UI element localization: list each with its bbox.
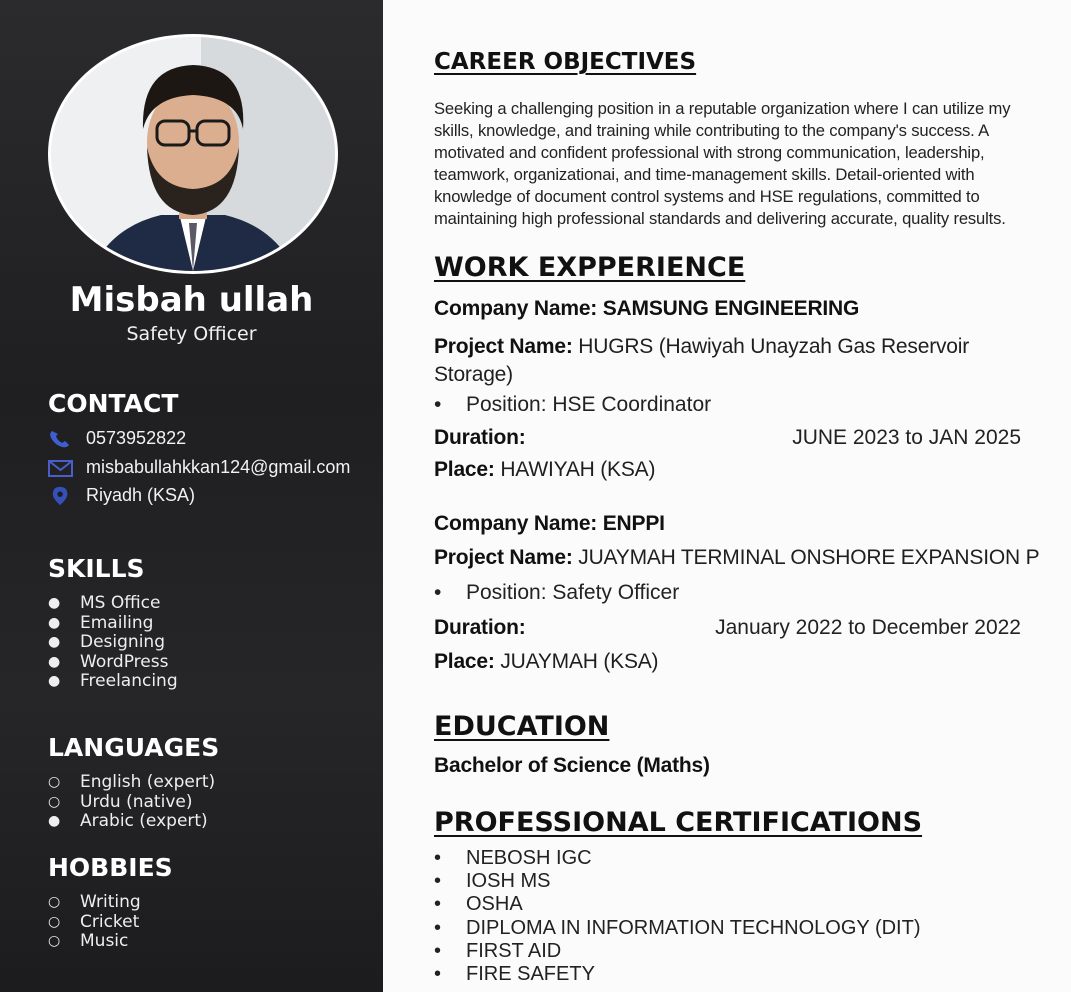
- hobbies-list: [48, 893, 141, 952]
- career-objectives-heading: CAREER OBJECTIVES: [434, 49, 697, 75]
- career-objectives-text: Seeking a challenging position in a reputable organization where I can utilize my skills, knowledge, and training while contributing to the company's success. A motivated and confident professional with strong communication, leadership, teamwork, organizationai, and time-management skills. Detail-oriented with knowledge of document control systems and HSE regulations, committed to maintaining high professional standards and delivering accurate, quality results.: [434, 99, 1011, 228]
- list-item: ● Designing: [48, 632, 165, 652]
- profile-title: Safety Officer: [126, 323, 257, 345]
- sidebar: [0, 0, 383, 992]
- job-2-duration-label: Duration:: [434, 616, 526, 639]
- job-1-project-cont: Storage): [434, 363, 513, 386]
- list-item: • FIRE SAFETY: [434, 963, 595, 986]
- job-2-place: Place: JUAYMAH (KSA): [434, 650, 659, 673]
- list-item: ○ English (expert): [48, 772, 216, 792]
- list-item: • IOSH MS: [434, 870, 551, 893]
- list-item: ○ Music: [48, 931, 129, 951]
- job-1-duration: JUNE 2023 to JAN 2025: [792, 426, 1021, 449]
- contact-location: [48, 485, 195, 506]
- certifications-heading: PROFESSIONAL CERTIFICATIONS: [434, 807, 923, 838]
- job-1-project: Project Name: HUGRS (Hawiyah Unayzah Gas Reservoir: [434, 335, 970, 358]
- list-item: ○ Cricket: [48, 911, 140, 932]
- job-2-project: Project Name: JUAYMAH TERMINAL ONSHORE EXPANSION P: [434, 546, 1040, 569]
- job-2-position: • Position: Safety Officer: [434, 581, 680, 604]
- phone-icon: [48, 429, 74, 449]
- job-1-company: Company Name: SAMSUNG ENGINEERING: [434, 297, 860, 320]
- job-1-duration-label: Duration:: [434, 426, 526, 449]
- list-item: • FIRST AID: [434, 939, 562, 962]
- contact-email: [48, 457, 350, 478]
- list-item: • OSHA: [434, 893, 523, 916]
- list-item: ○ Writing: [48, 892, 141, 912]
- profile-name: Misbah ullah: [69, 280, 314, 320]
- list-item: ● WordPress: [48, 651, 169, 672]
- person-avatar-icon: [51, 37, 335, 271]
- job-1-position: • Position: HSE Coordinator: [434, 393, 712, 416]
- list-item: • DIPLOMA IN INFORMATION TECHNOLOGY (DIT): [434, 916, 921, 939]
- hobbies-heading: HOBBIES: [48, 853, 173, 882]
- job-2-duration: January 2022 to December 2022: [715, 616, 1021, 639]
- list-item: • NEBOSH IGC: [434, 847, 592, 869]
- envelope-icon: [48, 458, 74, 478]
- list-item: ● Freelancing: [48, 671, 178, 691]
- contact-phone-text: 0573952822: [86, 428, 187, 448]
- contact-location-text: Riyadh (KSA): [86, 485, 196, 505]
- contact-email-text: misbabullahkkan124@gmail.com: [86, 457, 351, 477]
- education-degree: Bachelor of Science (Maths): [434, 754, 710, 777]
- job-1-place: Place: HAWIYAH (KSA): [434, 458, 656, 481]
- location-pin-icon: [48, 486, 74, 506]
- job-2-company: Company Name: ENPPI: [434, 512, 665, 535]
- profile-photo: [48, 34, 338, 274]
- main-content: [383, 0, 1071, 992]
- certifications-list: [434, 847, 920, 986]
- education-heading: EDUCATION: [434, 711, 610, 742]
- skills-heading: SKILLS: [48, 554, 145, 583]
- skills-list: [48, 594, 178, 692]
- languages-heading: LANGUAGES: [48, 733, 220, 762]
- list-item: ● Emailing: [48, 612, 154, 633]
- list-item: ● Arabic (expert): [48, 811, 208, 831]
- contact-phone: [48, 428, 186, 449]
- list-item: ● MS Office: [48, 593, 161, 613]
- contact-heading: CONTACT: [48, 389, 179, 418]
- work-experience-heading: WORK EXPPERIENCE: [434, 252, 746, 283]
- languages-list: [48, 773, 215, 832]
- list-item: ○ Urdu (native): [48, 791, 193, 812]
